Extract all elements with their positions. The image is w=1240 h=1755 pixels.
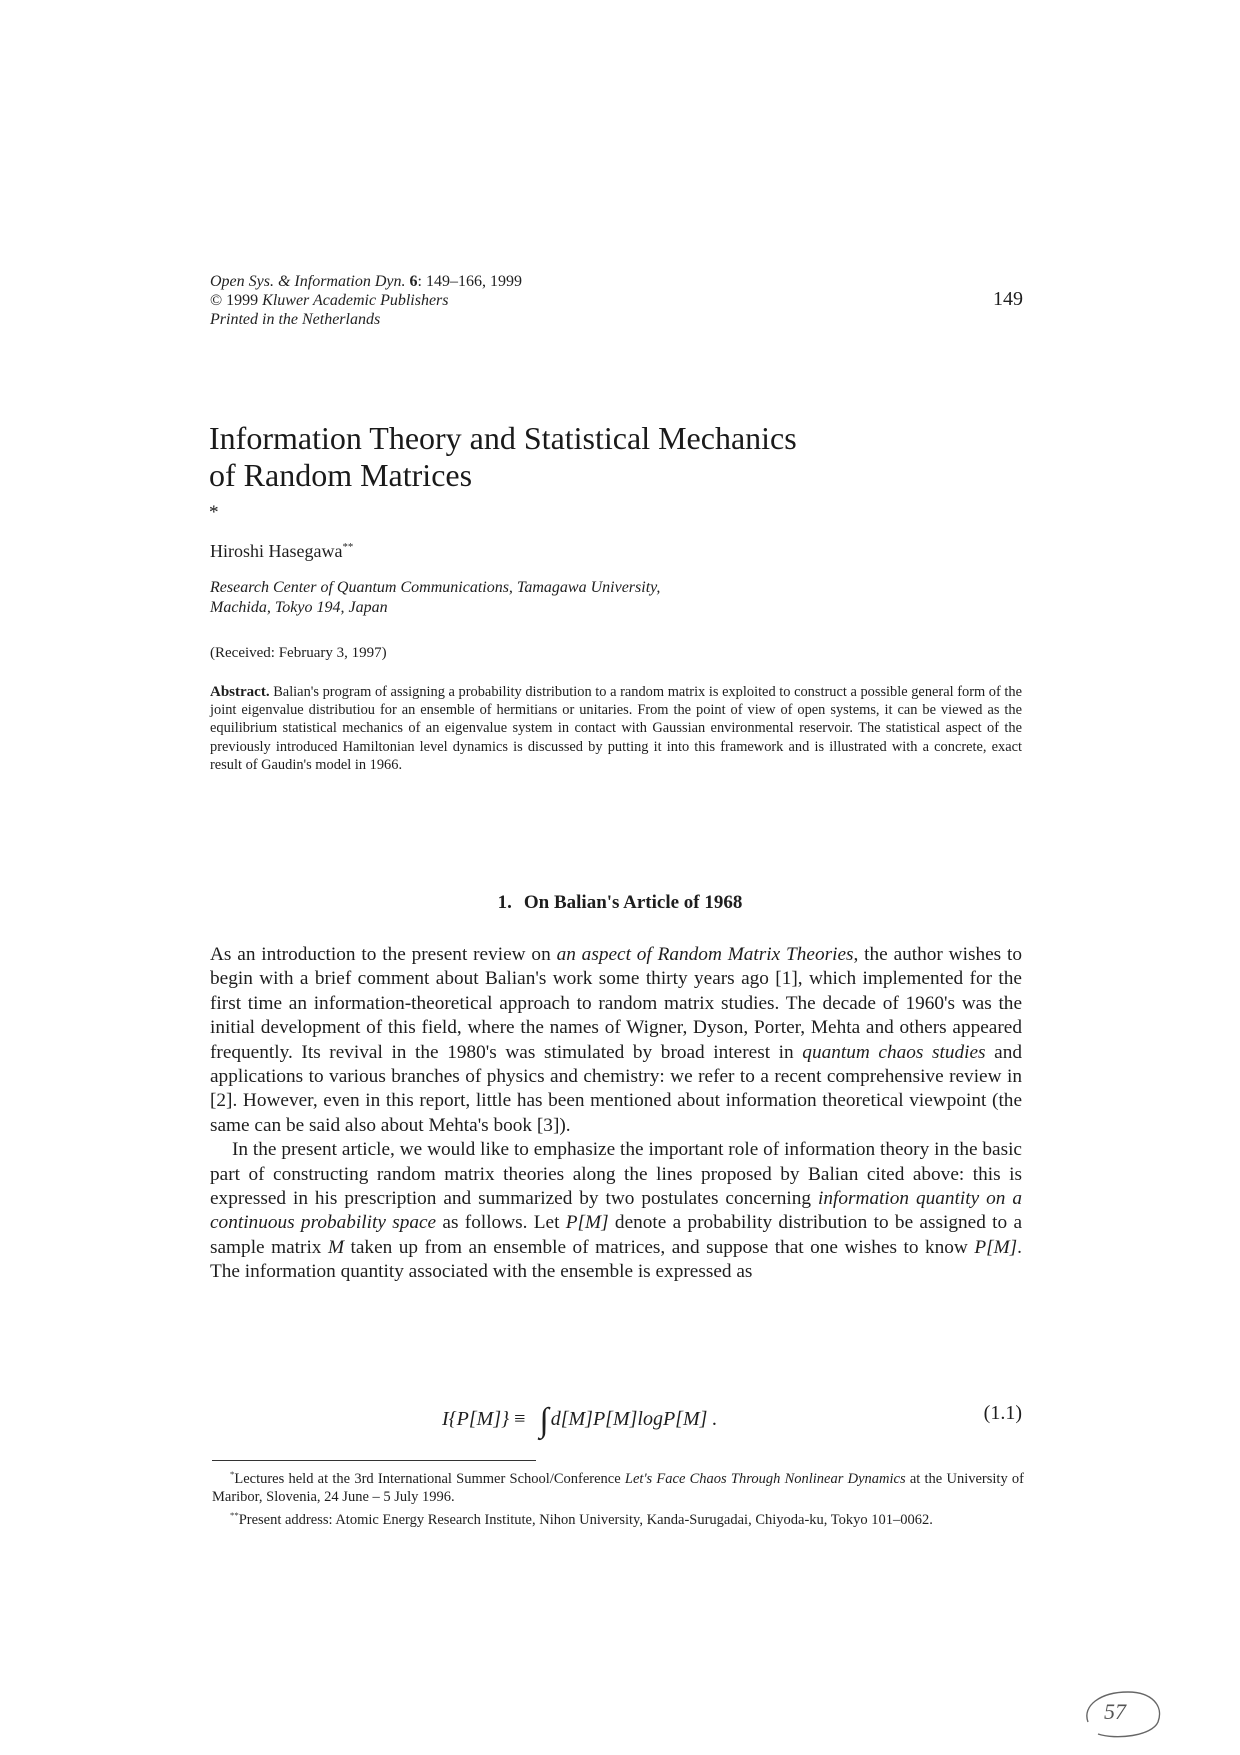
footnote-divider <box>212 1460 536 1461</box>
handwritten-page-stamp <box>1076 1686 1166 1742</box>
section-heading: 1. On Balian's Article of 1968 <box>497 892 743 913</box>
footnote: **Present address: Atomic Energy Research Institute, Nihon University, Kanda-Surugadai, Chiyoda-ku, Tokyo 101–0062. <box>230 1509 933 1528</box>
stamp-text: 57 <box>1104 1699 1126 1724</box>
paragraph: In the present article, we would like to emphasize the important role of information theory in the basic part of constructing random matrix theories along the lines proposed by Balian cited above: this is expressed in his prescription and summarized by two postulates concerning information quantity on a continuous probability space as follows. Let P[M] denote a probability distribution to be assigned to a sample matrix M taken up from an ensemble of matrices, and suppose that one wishes to know P[M]. The information quantity associated with the ensemble is expressed as <box>210 1139 1023 1283</box>
abstract-text: Balian's program of assigning a probability distribution to a random matrix is exploited to construct a possible general form of the joint eigenvalue distributiou for an ensemble of hermitians or unitaries. From the point of view of open systems, it can be viewed as the equilibrium statistical mechanics of an eigenvalue system in contact with Gaussian environmental reservoir. The statistical aspect of the previously introduced Hamiltonian level dynamics is discussed by putting it into this framework and is illustrated with a concrete, exact result of Gaudin's model in 1966. <box>210 684 1022 773</box>
title-footnote-mark: * <box>209 502 219 523</box>
journal-citation: Open Sys. & Information Dyn. 6: 149–166, 1999 <box>210 273 522 290</box>
footnotes <box>212 1465 1024 1529</box>
equation-expression: I{P[M]} ≡ ∫ d[M]P[M]logP[M] . <box>442 1402 718 1439</box>
journal-info <box>210 272 522 329</box>
abstract-label: Abstract. <box>210 684 270 700</box>
page-number: 149 <box>993 288 1023 310</box>
received-date: (Received: February 3, 1997) <box>210 645 387 661</box>
body-text <box>210 943 1022 1285</box>
abstract <box>210 683 1022 774</box>
paper-title: Information Theory and Statistical Mechanics of Random Matrices * <box>209 420 797 523</box>
author-name: Hiroshi Hasegawa** <box>210 541 354 561</box>
footnote: *Lectures held at the 3rd International Summer School/Conference Let's Face Chaos Through Nonlinear Dynamics at the University of Maribor, Slovenia, 24 June – 5 July 1996. <box>212 1469 1025 1505</box>
paragraph: As an introduction to the present review on an aspect of Random Matrix Theories, the author wishes to begin with a brief comment about Balian's work some thirty years ago [1], which implemented for the first time an information-theoretical approach to random matrix studies. The decade of 1960's was the initial development of this field, where the names of Wigner, Dyson, Porter, Mehta and others appeared frequently. Its revival in the 1980's was stimulated by broad interest in quantum chaos studies and applications to various branches of physics and chemistry: we refer to a recent comprehensive review in [2]. However, even in this report, little has been mentioned about information theoretical viewpoint (the same can be said also about Mehta's book [3]). <box>210 944 1022 1136</box>
integral-symbol: ∫ <box>539 1402 549 1439</box>
author-footnote-mark: ** <box>342 541 354 553</box>
printed-line: Printed in the Netherlands <box>210 311 381 328</box>
equation <box>210 1398 1022 1438</box>
author-affiliation: Research Center of Quantum Communications, Tamagawa University, Machida, Tokyo 194, Japan <box>210 579 661 616</box>
copyright-line: © 1999 Kluwer Academic Publishers <box>210 292 449 309</box>
equation-number: (1.1) <box>983 1402 1022 1424</box>
